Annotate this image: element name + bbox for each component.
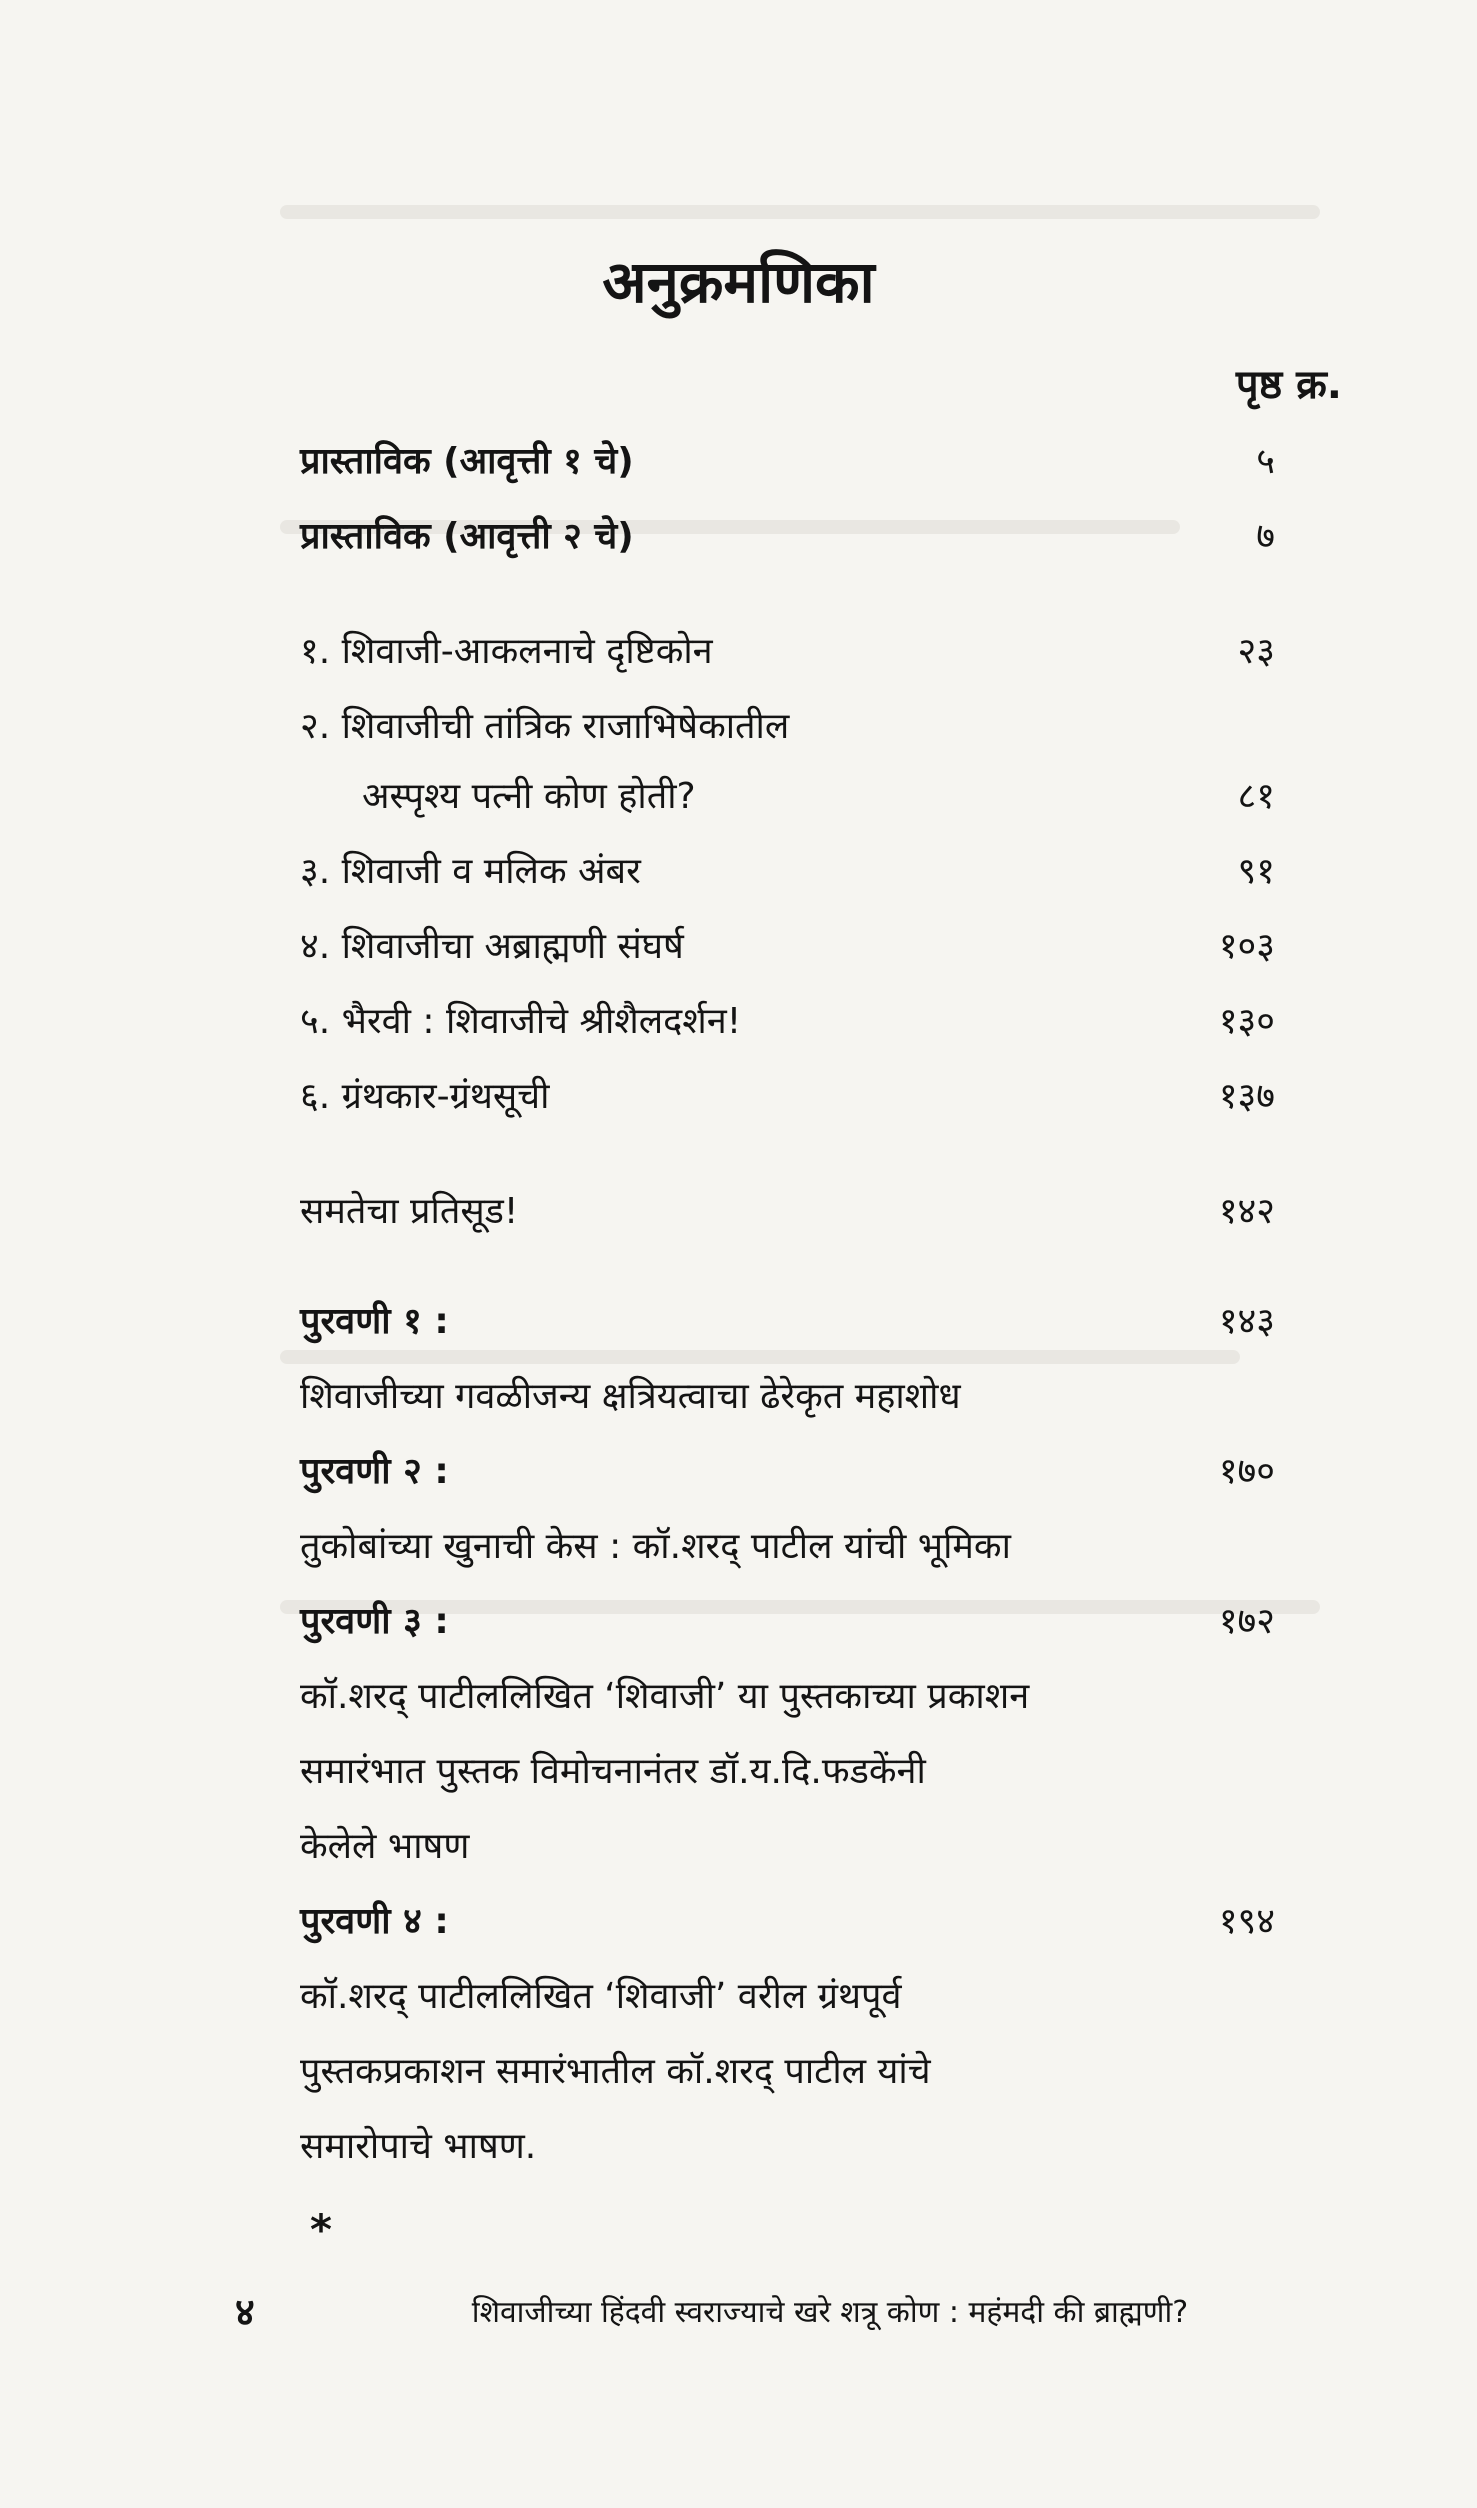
toc-entry-title: तुकोबांच्या खुनाची केस : कॉ.शरद् पाटील यांची भूमिका bbox=[300, 1526, 1011, 1567]
toc-entry bbox=[300, 2045, 1275, 2105]
toc-entry bbox=[300, 1445, 1275, 1505]
toc-entry bbox=[300, 1295, 1275, 1355]
running-title: शिवाजीच्या हिंदवी स्वराज्याचे खरे शत्रू कोण : महंमदी की ब्राह्मणी? bbox=[471, 2295, 1189, 2330]
toc-entry-title: केलेले भाषण bbox=[300, 1826, 470, 1867]
toc-entry-page: २३ bbox=[1237, 631, 1275, 672]
toc-entry-title: समारंभात पुस्तक विमोचनानंतर डॉ.य.दि.फडकेंनी bbox=[300, 1751, 926, 1792]
toc-entry bbox=[300, 1185, 1275, 1245]
toc-entry-page: ७ bbox=[1256, 516, 1275, 557]
toc-entry bbox=[300, 770, 1275, 830]
toc-entry-title: ४. शिवाजीचा अब्राह्मणी संघर्ष bbox=[300, 926, 684, 967]
toc-entry bbox=[300, 1895, 1275, 1955]
toc-entry bbox=[300, 1070, 1275, 1130]
toc-entry bbox=[300, 2120, 1275, 2180]
toc-entry-page: १४२ bbox=[1218, 1191, 1275, 1232]
page-title: अनुक्रमणिका bbox=[602, 248, 875, 316]
toc-entry-page: १३० bbox=[1218, 1001, 1275, 1042]
toc-entry-page: १४३ bbox=[1218, 1301, 1275, 1342]
toc-entry-page: ५ bbox=[1256, 441, 1275, 482]
toc-entry-title: पुरवणी १ : bbox=[300, 1301, 449, 1342]
toc-entry-title: कॉ.शरद् पाटीललिखित ‘शिवाजी’ या पुस्तकाच्या प्रकाशन bbox=[300, 1676, 1030, 1717]
toc-entry bbox=[300, 435, 1275, 495]
toc-entry-title: ३. शिवाजी व मलिक अंबर bbox=[300, 851, 641, 892]
toc-entry-title: ५. भैरवी : शिवाजीचे श्रीशैलदर्शन! bbox=[300, 1001, 742, 1042]
toc-entry-title: पुरवणी ४ : bbox=[300, 1901, 449, 1942]
toc-entry bbox=[300, 1520, 1275, 1580]
toc-entry-title: शिवाजीच्या गवळीजन्य क्षत्रियत्वाचा ढेरेकृत महाशोध bbox=[300, 1376, 961, 1417]
toc-entry-page: ८१ bbox=[1237, 776, 1275, 817]
toc-entry-title: २. शिवाजीची तांत्रिक राजाभिषेकातील bbox=[300, 706, 790, 747]
toc-entry-title: प्रास्ताविक (आवृत्ती १ चे) bbox=[300, 441, 634, 482]
toc-entry-page: ९१ bbox=[1237, 851, 1275, 892]
toc-entry-page: १३७ bbox=[1218, 1076, 1275, 1117]
toc-entry-title: ६. ग्रंथकार-ग्रंथसूची bbox=[300, 1076, 550, 1117]
toc-entry-title: पुरवणी ३ : bbox=[300, 1601, 449, 1642]
toc-entry-title: समारोपाचे भाषण. bbox=[300, 2126, 537, 2167]
toc-entry-title: अस्पृश्य पत्नी कोण होती? bbox=[362, 776, 696, 817]
show-through bbox=[280, 205, 1320, 219]
toc-entry-title: पुरवणी २ : bbox=[300, 1451, 449, 1492]
toc-entry bbox=[300, 700, 1275, 760]
toc-entry-title: कॉ.शरद् पाटीललिखित ‘शिवाजी’ वरील ग्रंथपूर्व bbox=[300, 1976, 902, 2017]
toc-entry bbox=[300, 920, 1275, 980]
toc-entry bbox=[300, 1820, 1275, 1880]
toc-entry-title: प्रास्ताविक (आवृत्ती २ चे) bbox=[300, 516, 634, 557]
toc-entry bbox=[300, 625, 1275, 685]
toc-entry bbox=[300, 1670, 1275, 1730]
toc-entry-page: १९४ bbox=[1218, 1901, 1275, 1942]
toc-entry bbox=[300, 1370, 1275, 1430]
toc-entry-title: समतेचा प्रतिसूड! bbox=[300, 1191, 519, 1232]
page-column-header: पृष्ठ क्र. bbox=[1235, 362, 1342, 408]
toc-entry-page: १०३ bbox=[1218, 926, 1275, 967]
end-asterisk: * bbox=[310, 2205, 332, 2254]
toc-entry-page: १७२ bbox=[1218, 1601, 1275, 1642]
toc-entry bbox=[300, 1595, 1275, 1655]
toc-entry bbox=[300, 845, 1275, 905]
toc-entry bbox=[300, 510, 1275, 570]
page-number: ४ bbox=[235, 2290, 255, 2334]
toc-entry-title: पुस्तकप्रकाशन समारंभातील कॉ.शरद् पाटील यांचे bbox=[300, 2051, 931, 2092]
toc-entry bbox=[300, 1970, 1275, 2030]
toc-entry bbox=[300, 995, 1275, 1055]
toc-entry-title: १. शिवाजी-आकलनाचे दृष्टिकोन bbox=[300, 631, 713, 672]
toc-entry-page: १७० bbox=[1218, 1451, 1275, 1492]
toc-entry bbox=[300, 1745, 1275, 1805]
